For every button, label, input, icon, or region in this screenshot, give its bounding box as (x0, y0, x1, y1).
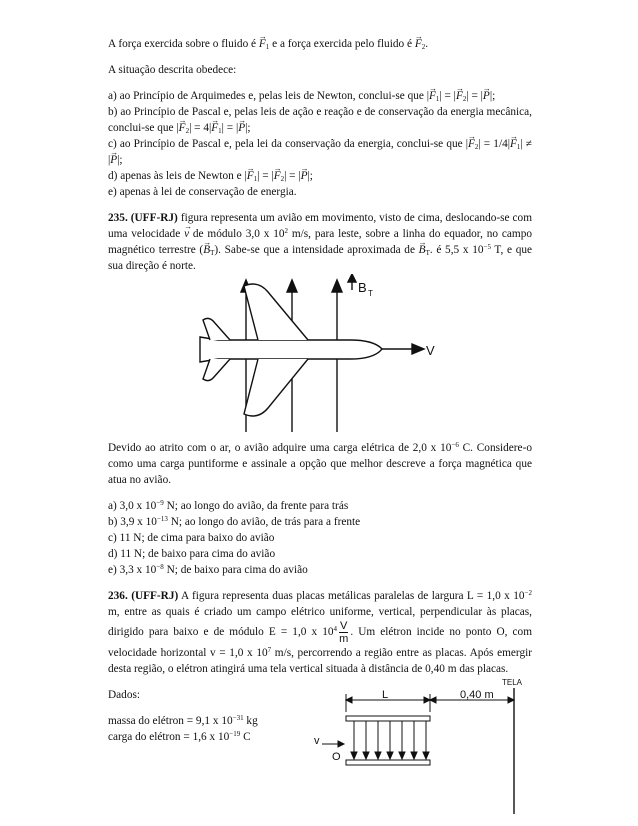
F2-vector: → F (415, 36, 422, 52)
BT-label: B (358, 280, 367, 295)
q234-option-a: a) ao Princípio de Arquimedes e, pelas leis de Newton, conclui-se que |→ $F_1|$ = |→ $F_2|$ = |→ P|; (108, 88, 532, 104)
tela-label: TELA (502, 678, 523, 687)
wing-left (244, 284, 308, 340)
q235-option-a: a) 3,0 x $10^{-9}$ N; ao longo do avião, da frente para trás (108, 499, 349, 512)
page-content (108, 36, 532, 745)
q234-option-d: d) apenas às leis de Newton e |→ $F_1|$ = |→ $F_2|$ = |→ P|; (108, 168, 532, 184)
airplane-fuselage (200, 337, 382, 362)
q235-heading: 235. (UFF-RJ) (108, 212, 178, 224)
q234-option-e: e) apenas à lei de conservação de energia. (108, 186, 297, 198)
unit-fraction: $\frac{V}{m}$ (339, 620, 349, 645)
F1-vector: → F (259, 36, 266, 52)
situacao-line: A situação descrita obedece: (108, 64, 237, 76)
q234-option-b: b) ao Princípio de Pascal e, pelas leis de ação e reação e de conservação da energia mecânica, conclui-se que |→ $F_2| = 4|\to F_1|$ = |→ P|; (108, 104, 532, 136)
q235-statement: 235. (UFF-RJ) figura representa um avião em movimento, visto de cima, deslocando-se com uma velocidade → v de módulo 3,0 x $10^2$ m/s, para leste, sobre a linha do equador, no campo magnético terrestre (→ $B_T$). Sabe-se que a intensidade aproximada de → $B_T$. é 5,5 x $10^{-5}$ T, e que sua direção é norte. (108, 210, 532, 274)
O-label: O (332, 751, 341, 763)
carga-line: carga do elétron = 1,6 x $10^{-19}$ C (108, 730, 251, 743)
q235-text: Devido ao atrito com o ar, o avião adquire uma carga elétrica de 2,0 x $10^{-6}$ C. Considere-o como uma carga puntiforme e assinale a opção que melhor descreve a força magnética que atua no avião. (108, 441, 532, 486)
bottom-plate (346, 760, 430, 765)
dados-label: Dados: (108, 689, 141, 701)
plates-figure (300, 688, 530, 820)
tail-right (203, 359, 230, 381)
V-label: V (426, 343, 435, 358)
v-label: v (314, 735, 320, 747)
q236-heading: 236. (UFF-RJ) (108, 590, 179, 602)
top-plate (346, 716, 430, 721)
q235-option-b: b) 3,9 x $10^{-13}$ N; ao longo do avião, de trás para a frente (108, 515, 361, 528)
dist-label: 0,40 m (460, 689, 494, 701)
q236-statement: 236. (UFF-RJ) A figura representa duas placas metálicas paralelas de largura L = 1,0 x $10^{-2}$ m, entre as quais é criado um campo elétrico uniforme, vertical, perpendicular às placas, dirigido para baixo e de módulo E = 1,0 x $10^4$ $\frac{V}{m}$ . Um elétron incide no ponto O, com velocidade horizontal v = 1,0 x $10^7$ m/s, percorrendo a região entre as placas. Após emergir desta região, o elétron atingirá uma tela vertical situada à distância de 0,40 m das placas. (108, 589, 533, 675)
L-label: L (382, 689, 389, 701)
q235-option-d: d) 11 N; de baixo para cima do avião (108, 548, 276, 560)
q235-option-e: e) 3,3 x $10^{-8}$ N; de baixo para cima do avião (108, 563, 308, 576)
airplane-figure (108, 274, 532, 434)
q235-option-c: c) 11 N; de cima para baixo do avião (108, 532, 275, 544)
forces-line: A força exercida sobre o fluido é → $F_1$ e a força exercida pelo fluido é → $F_2$. (108, 36, 532, 52)
wing-right (244, 359, 308, 416)
massa-line: massa do elétron = 9,1 x $10^{-31}$ kg (108, 714, 258, 727)
svg-text:T: T (368, 289, 373, 298)
q234-option-c: c) ao Princípio de Pascal e, pela lei da conservação da energia, conclui-se que |→ $F_2| = 1/4|\to F_1|$ ≠ |→ P|; (108, 136, 532, 168)
tail-left (203, 318, 230, 340)
